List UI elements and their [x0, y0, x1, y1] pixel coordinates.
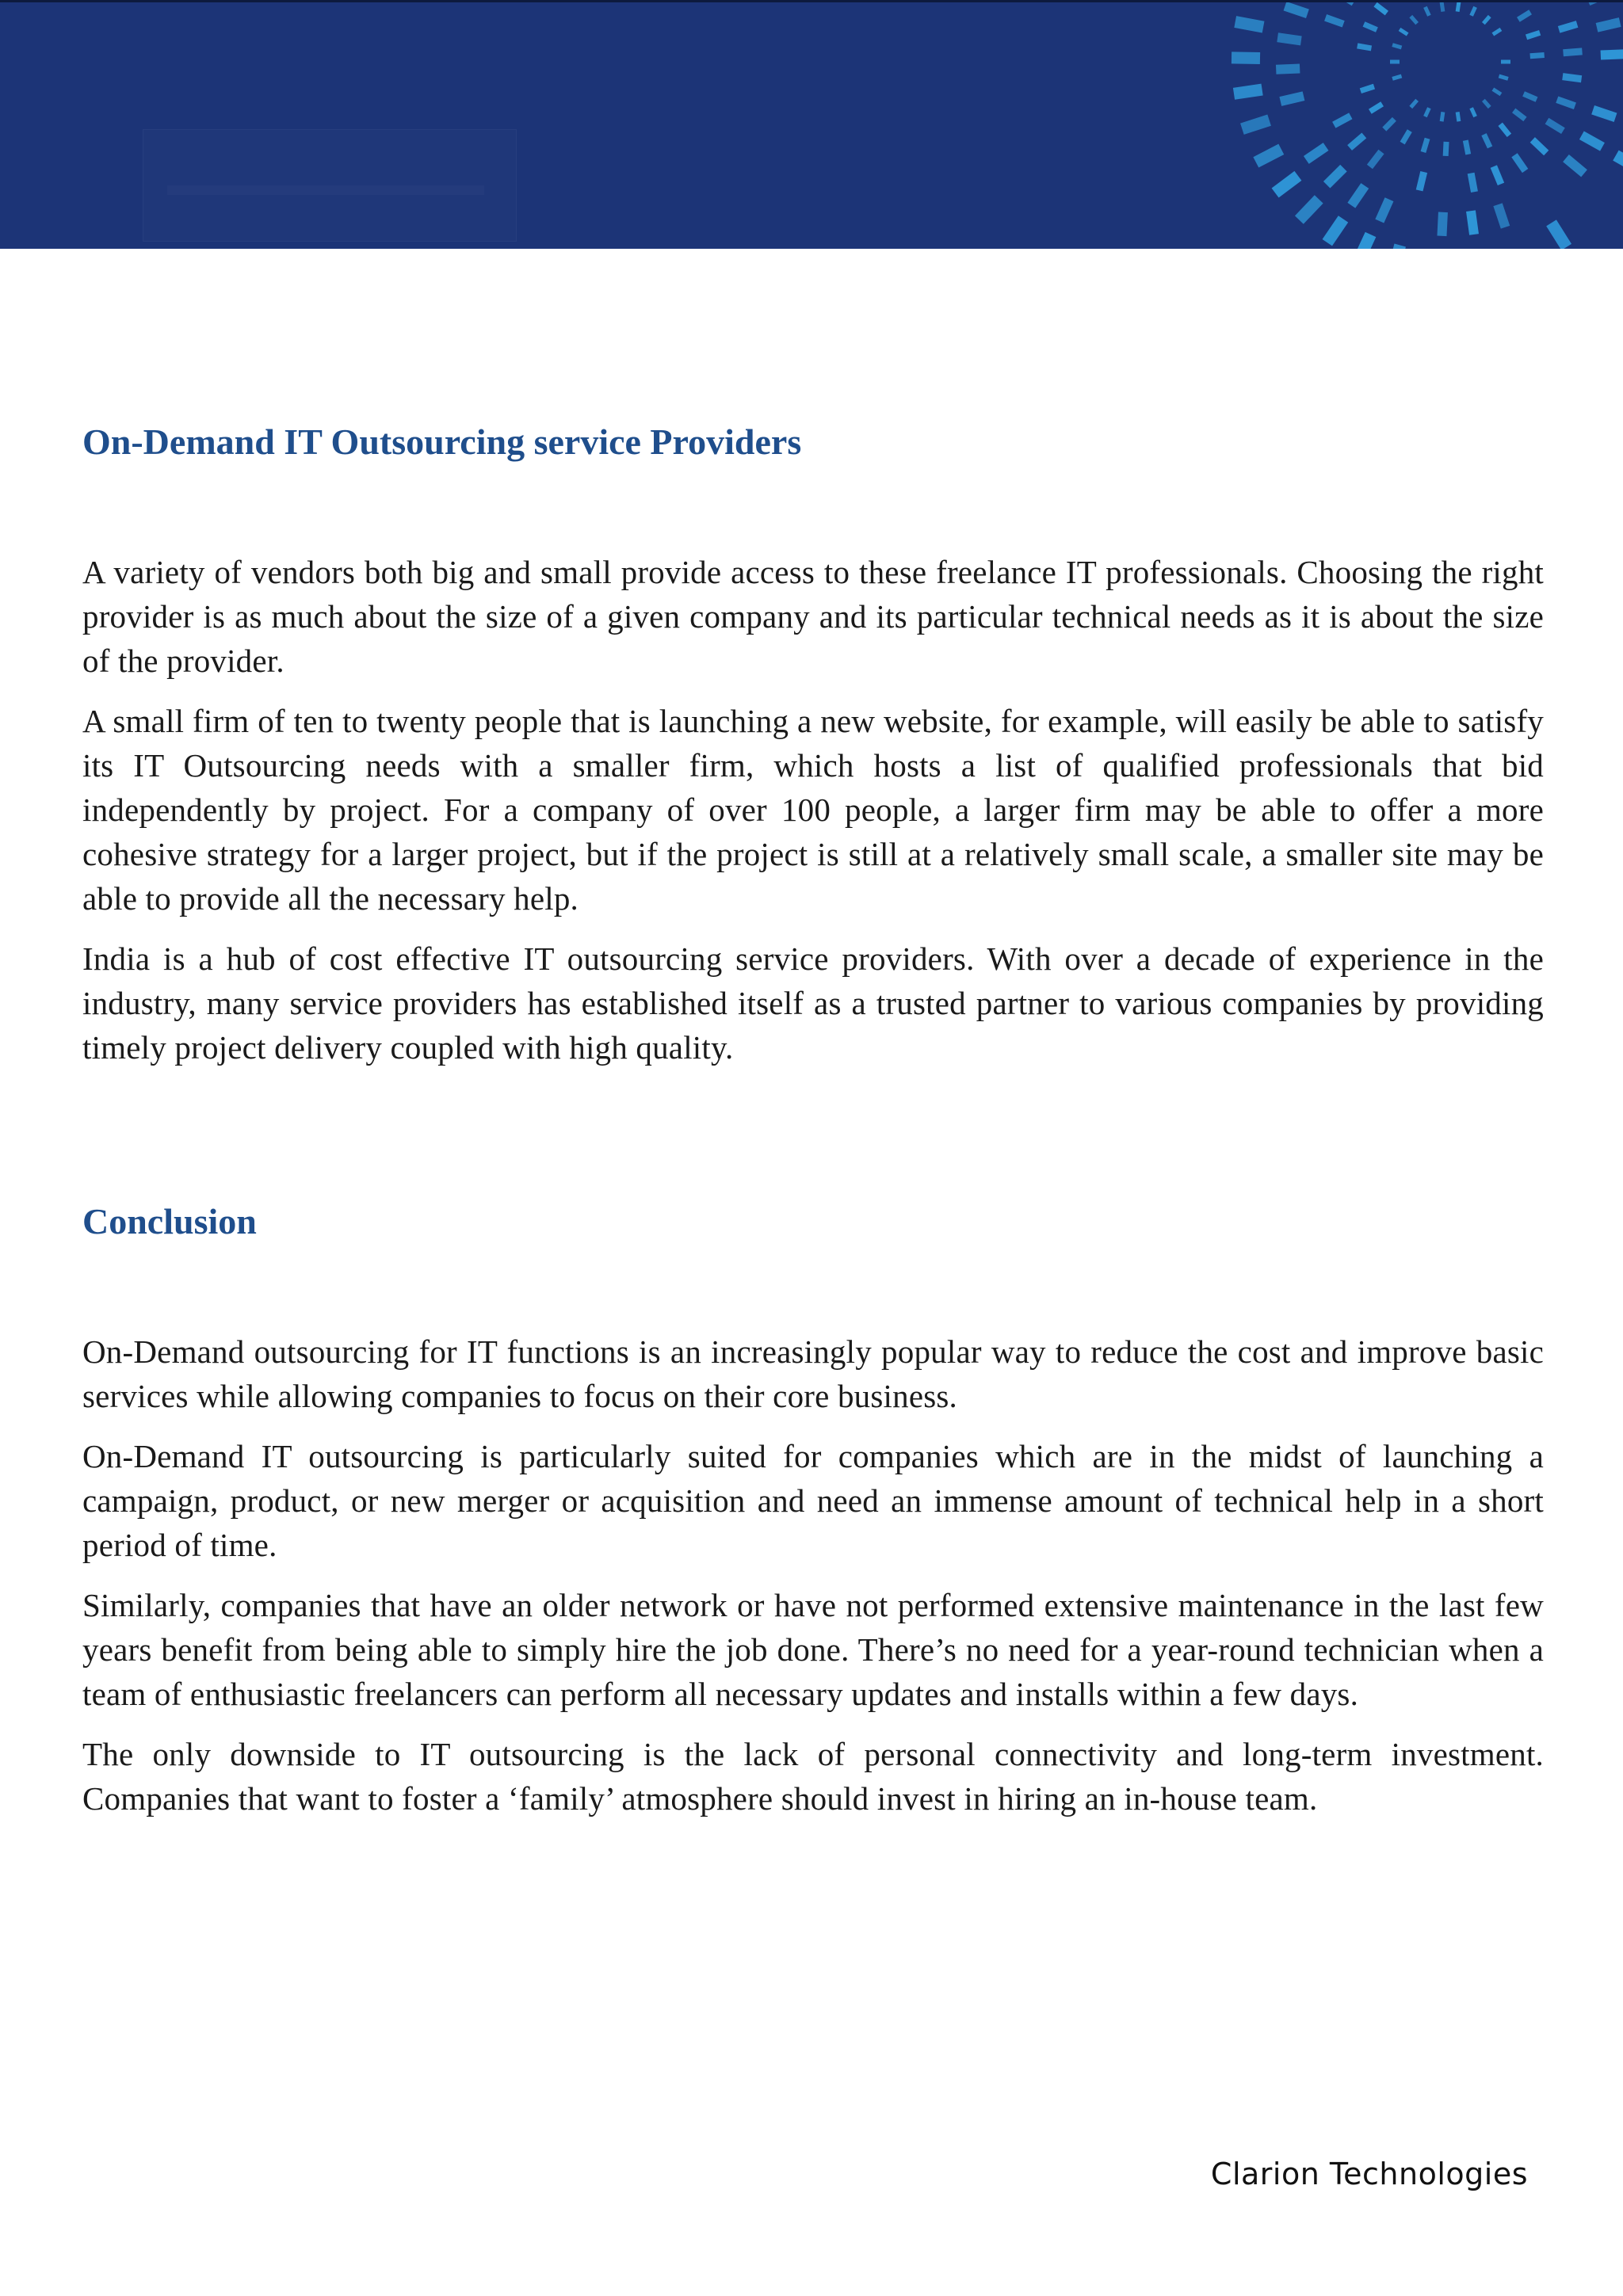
burst-dash [1409, 99, 1419, 109]
burst-dash [1375, 197, 1393, 223]
burst-dash [1423, 6, 1431, 17]
paragraph: A small firm of ten to twenty people that is launching a new website, for example, will easily be able to satisfy its IT Outsourcing needs with a smaller firm, which hosts a list of qualified professionals that bid independently by project. For a company of over 100 people, a larger firm may be able to offer a more cohesive strategy for a larger project, but if the project is still at a relatively small scale, a smaller site may be able to provide all the necessary help. [82, 703, 1544, 917]
burst-dash [1558, 21, 1579, 32]
burst-dash [1492, 87, 1503, 96]
section-title-conclusion: Conclusion [82, 1201, 257, 1241]
burst-dash [1498, 123, 1511, 137]
burst-dash [1369, 101, 1384, 113]
burst-dash [1276, 63, 1300, 74]
burst-dash [1347, 132, 1366, 150]
burst-dash [1382, 117, 1396, 132]
burst-dash [1501, 60, 1510, 64]
burst-dash [1253, 144, 1284, 168]
burst-dash [1354, 232, 1377, 249]
burst-dash [1466, 210, 1479, 235]
burst-dash [1409, 15, 1419, 25]
burst-dash [1591, 105, 1617, 122]
section-conclusion [82, 1199, 1544, 1821]
burst-dash [1456, 112, 1461, 122]
paragraph: On-Demand outsourcing for IT functions is an increasingly popular way to reduce the cost and improve basic services while allowing companies to focus on their core business. [82, 1333, 1544, 1414]
burst-dash [1529, 52, 1544, 59]
burst-dash [1423, 107, 1431, 117]
burst-dash [1390, 60, 1400, 64]
burst-dash [1400, 129, 1412, 144]
burst-dash [1481, 133, 1492, 148]
burst-dash [1240, 115, 1271, 135]
burst-dash [1387, 244, 1406, 249]
burst-dash [1347, 183, 1369, 208]
burst-dash [1440, 2, 1445, 12]
burst-dash [1234, 16, 1264, 32]
burst-dash [1493, 203, 1510, 228]
paragraph: On-Demand IT outsourcing is particularly suited for companies which are in the midst of launching a campaign, product, or new merger or acquisition and need an immense amount of technical help in a short period of time. [82, 1438, 1544, 1563]
burst-dash [1469, 107, 1477, 117]
burst-dash [1443, 142, 1449, 156]
section-body-conclusion [82, 1329, 1544, 1821]
paragraph: Similarly, companies that have an older network or have not performed extensive maintenance in the last few years benefit from being able to simply hire the job done. There’s no need for a year-round technician when a team of enthusiastic freelancers can perform all necessary updates and installs within a few days. [82, 1587, 1544, 1712]
burst-dash [1399, 28, 1409, 36]
burst-dash [1563, 154, 1587, 177]
burst-dash [1279, 91, 1304, 105]
burst-dash [1545, 118, 1565, 134]
burst-dash [1546, 219, 1571, 249]
burst-dash [1373, 2, 1388, 15]
burst-dash [1517, 10, 1532, 21]
burst-dash [1277, 32, 1301, 45]
burst-dash [1392, 74, 1402, 81]
burst-dash [1499, 74, 1509, 81]
burst-dash [1421, 138, 1430, 153]
footer-company-name: Clarion Technologies [1210, 2157, 1528, 2191]
burst-dash [1233, 84, 1263, 100]
burst-dash [1456, 2, 1461, 12]
burst-dash [1613, 151, 1623, 175]
burst-dash [1530, 137, 1549, 155]
burst-dash [1335, 2, 1355, 6]
burst-dash [1332, 113, 1352, 128]
burst-dash [1556, 96, 1576, 109]
section-title-providers: On-Demand IT Outsourcing service Providers [82, 421, 802, 462]
paragraph: A variety of vendors both big and small provide access to these freelance IT professionals. Choosing the right provider is as much about the size of a given company and its particular technical needs as it is about the size of the provider. [82, 554, 1544, 679]
burst-dash [1392, 43, 1402, 49]
burst-dash [1511, 153, 1528, 173]
burst-dash [1562, 73, 1582, 82]
burst-dash [1579, 132, 1605, 151]
burst-dash [1492, 28, 1503, 36]
burst-dash [1284, 2, 1309, 18]
burst-dash [1323, 215, 1349, 246]
burst-dash [1295, 195, 1323, 223]
burst-dash [1522, 91, 1537, 102]
burst-dash [1526, 30, 1541, 40]
paragraph: India is a hub of cost effective IT outsourcing service providers. With over a decade of experience in the industry, many service providers has established itself as a trusted partner to various companies by providing timely project delivery coupled with high quality. [82, 940, 1544, 1066]
burst-dash [1304, 143, 1329, 164]
burst-dash [1482, 15, 1491, 25]
burst-dash [1563, 48, 1583, 56]
burst-dash [1367, 150, 1384, 170]
burst-dash [1323, 165, 1347, 189]
burst-dash [1512, 109, 1527, 121]
burst-dash [1482, 99, 1491, 109]
burst-dash [1363, 21, 1378, 32]
burst-dash [1468, 173, 1478, 193]
burst-dash [1491, 165, 1504, 185]
burst-dash [1272, 171, 1302, 198]
burst-dash [1360, 84, 1375, 93]
burst-dash [1324, 14, 1345, 27]
document-body [82, 420, 1544, 1821]
burst-dash [1232, 51, 1260, 64]
burst-dash [1463, 139, 1471, 154]
burst-dash [1601, 49, 1623, 59]
section-it-outsourcing-providers [82, 420, 1544, 1070]
burst-dash [1440, 112, 1445, 122]
section-body-providers [82, 550, 1544, 1070]
burst-dash [1357, 43, 1372, 51]
burst-dash [1587, 2, 1612, 6]
burst-dash [1469, 6, 1477, 17]
burst-dash [1596, 17, 1621, 32]
burst-dash [1437, 212, 1447, 237]
burst-dash [1416, 171, 1427, 191]
radial-burst-icon [0, 2, 1623, 249]
header-band [0, 0, 1623, 249]
paragraph: The only downside to IT outsourcing is the lack of personal connectivity and long-term investment. Companies that want to foster a ‘family’ atmosphere should invest in hiring an in-house team. [82, 1736, 1544, 1817]
